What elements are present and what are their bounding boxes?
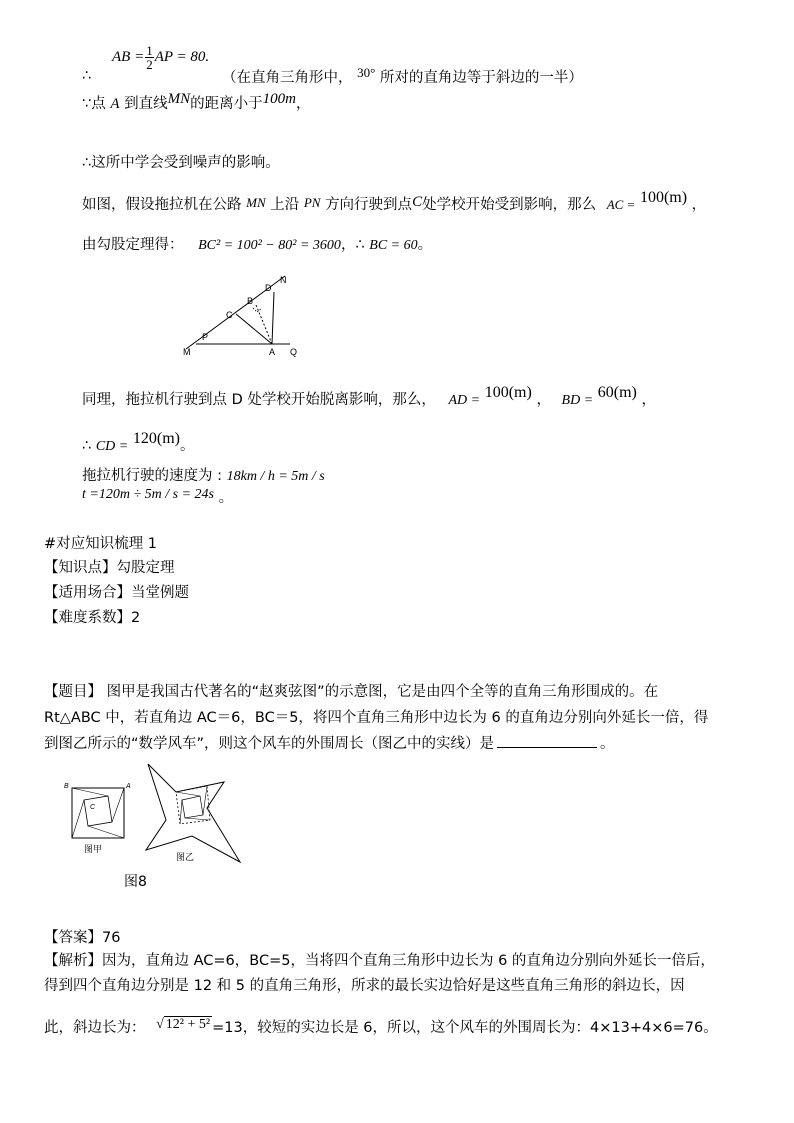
speed-value: 18km / h = 5m / s [226,469,325,484]
meta-knowledge-point: 【知识点】勾股定理 [44,560,175,576]
windmill-diag-1 [176,792,200,796]
windmill-inner-square [182,796,203,818]
bd-eq: BD = [561,393,594,408]
explanation-line-3 [44,1016,718,1037]
windmill-diag-2 [203,786,207,815]
jia-caption: 图甲 [84,845,103,855]
point-c: C [412,194,423,210]
segment-ac [236,314,272,344]
explanation-line-2: 得到四个直角边分别是 12 和 5 的直角三角形，所求的最长实边恰好是这些直角三角形的斜边长，因 [44,978,685,994]
eq-ab-left: AB = [112,48,145,65]
comma-2: ， [295,96,311,112]
windmill-diag-4 [180,800,182,824]
speed-text: 拖拉机行驶的速度为 : [82,468,222,484]
school-affected: ∴这所中学会受到噪声的影响。 [82,155,280,171]
point-a: A [110,96,120,112]
dist-100m: 100m [262,91,296,107]
assume-text: 如图，假设拖拉机在公路 [82,197,242,213]
pythag-text: 由勾股定理得： [82,237,184,253]
figure-caption: 图8 [124,874,147,890]
line-mn: MN [167,91,191,107]
ac-value: 100(m) [639,189,688,206]
label-d: D [265,283,272,293]
sol-line-7 [82,430,195,455]
therefore-7: ∴ [82,438,92,454]
bd-value: 60(m) [597,384,637,401]
jia-label-a: A [126,783,131,790]
note-part-b: 所对的直角边等于斜边的一半） [379,70,583,86]
cd-value: 120(m) [132,430,180,447]
question-line-2: Rt△ABC 中，若直角边 AC＝6，BC＝5，将四个直角三角形中边长为 6 的直角边分别向外延长一倍，得 [44,710,709,726]
therefore-sign: ∴ [82,68,92,84]
similarly-text: 同理，拖拉机行驶到点 D 处学校开始脱离影响，那么， [82,392,436,408]
diag-2 [112,788,124,822]
sol-line-1-note [222,66,583,87]
label-b: B [247,296,254,306]
question-line-1: 【题目】 图甲是我国古代著名的“赵爽弦图”的示意图，它是由四个全等的直角三角形围成的。在 [44,684,659,700]
meta-title: #对应知识梳理 1 [44,536,157,552]
frac-den: 2 [146,57,153,72]
because-point: ∵点 [82,96,106,112]
label-p: P [202,332,209,342]
comma-6: ， [641,392,656,408]
fraction-half [145,44,154,71]
answer-blank [497,735,597,748]
meta-scene: 【适用场合】当堂例题 [44,585,189,601]
note-part-a: （在直角三角形中， [222,70,353,86]
equation-ab [112,44,209,71]
label-a: A [269,347,276,357]
sqrt-body: 12² + 5² [165,1017,211,1032]
right-angle-mark [253,308,261,312]
explanation-line-1: 【解析】因为，直角边 AC=6，BC=5，当将四个直角三角形中边长为 6 的直角边分别向外延长一倍后， [44,953,715,969]
label-n: N [280,275,287,285]
frac-num: 1 [146,43,153,58]
zhao-shuang-diagram [62,778,134,858]
sol-line-6 [82,384,656,409]
inner-square [84,796,112,826]
period-9: 。 [218,490,234,506]
period-7: 。 [179,438,195,454]
bc-calc: BC² = 100² − 80² = 3600 [198,238,341,253]
segment-ad [272,292,274,344]
jia-label-b: B [64,783,69,790]
label-q: Q [290,347,298,357]
sol-line-1 [82,60,92,84]
to-line: 到直线 [124,96,168,112]
ac-eq: AC = [606,197,636,212]
degree-30: 30° [357,65,376,80]
question-line-3 [44,732,615,753]
meta-difficulty: 【难度系数】2 [44,610,141,626]
exp3-suffix: =13，较短的实边长是 6，所以，这个风车的外围周长为：4×13+4×6=76。 [212,1020,718,1036]
sol-line-9 [82,482,234,506]
sol-line-5 [82,233,432,254]
diag-1 [72,788,108,796]
school-start-text: 处学校开始受到影响，那么 [422,197,597,213]
windmill-square [176,786,210,824]
therefore-5: ，∴ [340,237,365,253]
bc-result: BC = 60 [369,238,418,253]
sol-line-4 [82,189,707,214]
diag-3 [88,826,124,838]
ad-value: 100(m) [484,384,532,401]
cd-eq: CD = [95,439,129,454]
label-m: M [183,347,191,357]
time-calc: t =120m ÷ 5m / s = 24s [82,487,214,502]
sol-line-2 [82,92,310,113]
windmill-outline [146,764,240,862]
sep-6: ， [536,392,551,408]
dir-pn: PN [303,195,321,210]
label-c: C [226,310,233,320]
road-mn: MN [246,195,266,210]
ad-eq: AD = [448,393,481,408]
jia-label-c: C [90,804,96,811]
sqrt-expression: √ 12² + 5² [156,1017,211,1032]
yi-caption: 图乙 [176,853,195,863]
answer-line: 【答案】76 [44,930,121,946]
along-text: 上沿 [270,197,300,213]
road-diagram [180,270,310,362]
math-windmill-diagram [130,758,248,868]
distance-less: 的距离小于 [190,96,263,112]
eq-ab-right: AP = 80. [154,48,210,65]
exp3-prefix: 此，斜边长为： [44,1020,146,1036]
to-point-text: 方向行驶到点 [325,197,413,213]
sol-line-3 [82,151,280,172]
period-5: 。 [417,237,433,253]
windmill-diag-3 [185,818,210,820]
diag-4 [72,800,84,838]
question-line-3-end: 。 [600,736,615,752]
question-line-3-text: 到图乙所示的“数学风车”，则这个风车的外围周长（图乙中的实线）是 [44,736,495,752]
comma-4: ， [691,197,707,213]
